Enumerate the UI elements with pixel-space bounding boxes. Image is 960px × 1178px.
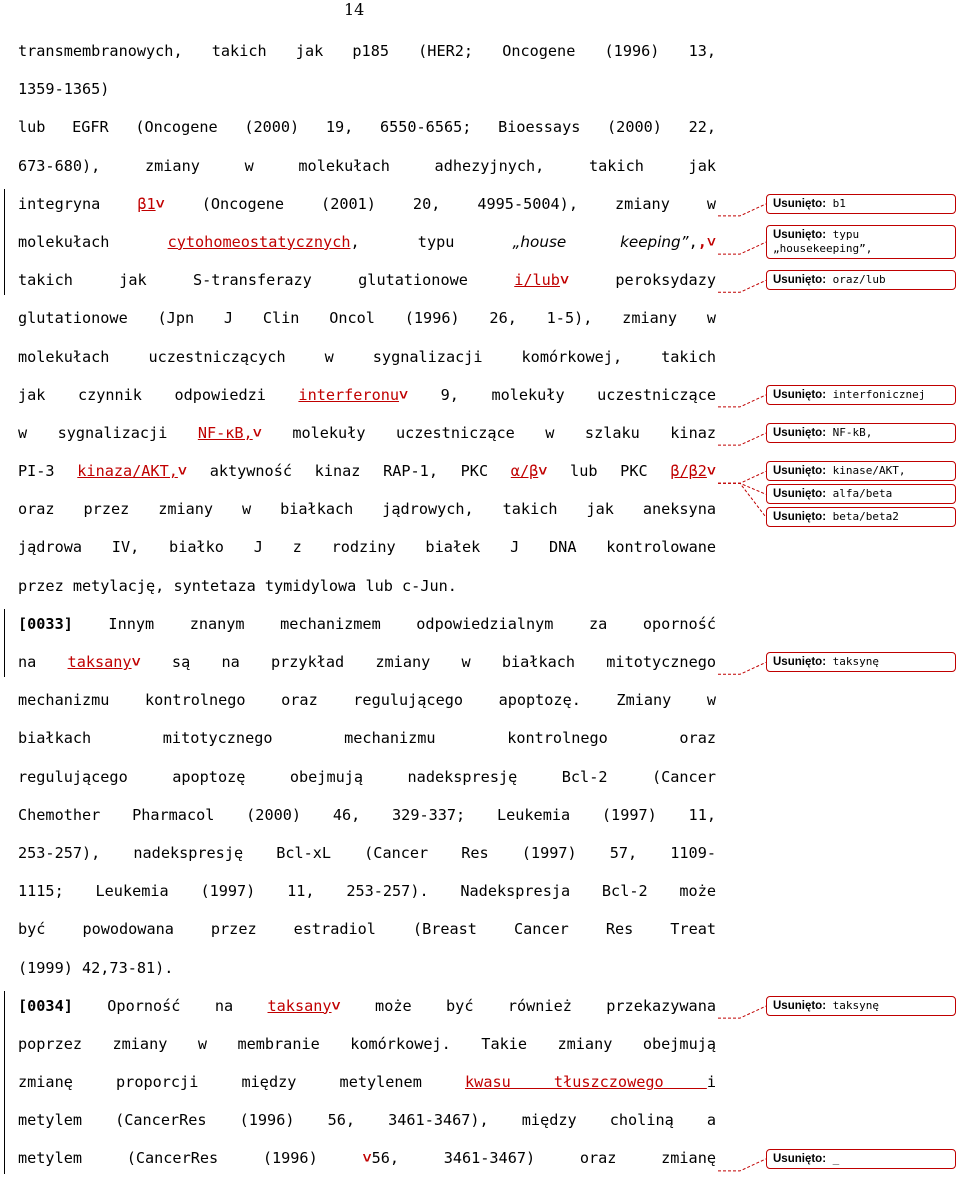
text-run: 253-257), nadekspresję Bcl-xL (Cancer Res (1997) 57, 1109- xyxy=(18,843,716,862)
text-run: glutationowe (Jpn J Clin Oncol (1996) 26, 1-5), zmiany w xyxy=(18,309,716,328)
text-run: przez metylację, syntetaza tymidylowa lub c-Jun. xyxy=(18,576,457,595)
text-run: są na przykład zmiany w białkach mitotycznego xyxy=(140,653,717,671)
comment-balloon[interactable] xyxy=(766,1149,956,1169)
text-run: , typu xyxy=(350,232,513,251)
comment-balloon[interactable] xyxy=(766,484,956,504)
comment-balloon[interactable] xyxy=(766,652,956,672)
comment-balloon[interactable] xyxy=(766,225,956,259)
deletion-marker: ˅ xyxy=(559,271,570,290)
deletion-marker: ˅ xyxy=(362,1149,372,1168)
text-run: Oporność na xyxy=(72,996,268,1015)
comment-connector xyxy=(718,1006,766,1018)
comment-connector xyxy=(718,662,766,674)
deleted-text: oraz/lub xyxy=(826,273,886,287)
text-run: lub PKC xyxy=(547,462,671,481)
comment-connector xyxy=(718,483,766,517)
comment-connector xyxy=(718,280,766,292)
comment-connector xyxy=(718,433,766,445)
change-bar xyxy=(4,189,5,296)
deletion-marker: ˅ xyxy=(538,462,548,481)
inserted-text: kwasu tłuszczowego xyxy=(465,1073,707,1092)
inserted-text: NF-κB, xyxy=(197,423,253,442)
deleted-text: alfa/beta xyxy=(826,487,893,501)
change-bar xyxy=(4,991,5,1174)
text-run: zmianę proporcji między metylenem xyxy=(18,1073,466,1092)
comment-connector xyxy=(718,471,766,483)
text-run: molekułach uczestniczących w sygnalizacji komórkowej, takich xyxy=(18,347,716,366)
text-run: , xyxy=(688,232,698,251)
text-run: w sygnalizacji xyxy=(18,423,198,442)
deletion-marker: ˅ xyxy=(177,462,187,481)
text-run: 1359-1365) xyxy=(18,80,110,99)
text-run: metylem (CancerRes (1996) xyxy=(18,1149,363,1168)
text-run: 1115; Leukemia (1997) 11, 253-257). Nadekspresja Bcl-2 może xyxy=(18,882,716,901)
deleted-text: interfonicznej xyxy=(826,387,926,401)
comment-connector xyxy=(718,204,766,216)
italic-text: „house keeping” xyxy=(512,232,689,251)
deletion-marker: ˅ xyxy=(706,462,717,481)
text-run: PI-3 xyxy=(18,462,78,481)
comment-connector xyxy=(718,242,766,254)
deletion-marker: ˅ xyxy=(331,996,341,1015)
paragraph-number: [0034] xyxy=(18,996,73,1015)
deletion-marker: ˅ xyxy=(131,653,141,671)
text-run: jak czynnik odpowiedzi xyxy=(18,385,299,404)
text-run: 673-680), zmiany w molekułach adhezyjnych, takich jak xyxy=(18,156,716,175)
comment-balloon[interactable] xyxy=(766,385,956,405)
inserted-text: β/β2 xyxy=(670,462,707,481)
paragraph-number: [0033] xyxy=(18,614,73,633)
text-run: Chemother Pharmacol (2000) 46, 329-337; Leukemia (1997) 11, xyxy=(18,805,716,824)
text-run: molekuły uczestniczące w szlaku kinaz xyxy=(261,423,716,442)
deleted-text: beta/beta2 xyxy=(826,510,899,524)
deletion-marker: ,˅ xyxy=(697,232,716,251)
comment-label: Usunięto: xyxy=(773,427,827,440)
text-run: poprzez zmiany w membranie komórkowej. Takie zmiany obejmują xyxy=(18,1034,716,1053)
text-run: jądrowa IV, białko J z rodziny białek J DNA kontrolowane xyxy=(18,538,716,557)
text-run: oraz przez zmiany w białkach jądrowych, takich jak aneksyna xyxy=(18,500,716,519)
deleted-text: NF-kB, xyxy=(826,426,873,440)
text-run: 9, molekuły uczestniczące xyxy=(408,385,716,404)
text-run: mechanizmu kontrolnego oraz regulującego apoptozę. Zmiany w xyxy=(18,691,716,710)
comment-label: Usunięto: xyxy=(773,1152,827,1165)
text-run: aktywność kinaz RAP-1, PKC xyxy=(187,462,511,481)
inserted-text: taksany xyxy=(67,653,132,671)
deletion-marker: ˅ xyxy=(399,385,409,404)
text-run: i xyxy=(706,1073,716,1092)
text-run: może być również przekazywana xyxy=(340,996,716,1015)
comment-label: Usunięto: xyxy=(773,511,827,524)
comment-label: Usunięto: xyxy=(773,1000,827,1013)
deleted-text: taksynę xyxy=(826,655,880,669)
text-run: regulującego apoptozę obejmują nadekspresję Bcl-2 (Cancer xyxy=(18,767,716,786)
text-run: metylem (CancerRes (1996) 56, 3461-3467), między choliną a xyxy=(18,1111,716,1130)
deleted-text: typu „housekeeping”, xyxy=(773,228,873,256)
text-run: Innym znanym mechanizmem odpowiedzialnym za oporność xyxy=(72,614,716,633)
inserted-text: kinaza/AKT, xyxy=(77,462,178,481)
comment-label: Usunięto: xyxy=(773,656,827,669)
comment-connector xyxy=(718,1159,766,1171)
text-run: na xyxy=(18,653,68,671)
comment-balloon[interactable] xyxy=(766,270,956,290)
comment-label: Usunięto: xyxy=(773,197,827,210)
text-run: białkach mitotycznego mechanizmu kontrolnego oraz xyxy=(18,729,716,748)
comment-balloon[interactable] xyxy=(766,461,956,481)
comment-label: Usunięto: xyxy=(773,488,827,501)
deleted-text: b1 xyxy=(826,196,846,210)
deleted-text: taksynę xyxy=(826,999,880,1013)
text-run: integryna xyxy=(18,194,138,213)
inserted-text: interferonu xyxy=(298,385,400,404)
text-run: (Oncogene (2001) 20, 4995-5004), zmiany w xyxy=(164,194,716,213)
comment-label: Usunięto: xyxy=(773,229,827,242)
comment-label: Usunięto: xyxy=(773,274,827,287)
inserted-text: β1 xyxy=(137,194,156,213)
page-number: 14 xyxy=(344,0,365,19)
text-run: (1999) 42,73-81). xyxy=(18,958,174,977)
text-run: molekułach xyxy=(18,232,168,251)
deletion-marker: ˅ xyxy=(155,194,165,213)
deletion-marker: ˅ xyxy=(252,423,262,442)
comment-balloon[interactable] xyxy=(766,507,956,527)
text-run: transmembranowych, takich jak p185 (HER2; Oncogene (1996) 13, xyxy=(18,42,716,60)
comment-balloon[interactable] xyxy=(766,996,956,1016)
inserted-text: taksany xyxy=(267,996,332,1015)
change-bar xyxy=(4,609,5,677)
text-run: peroksydazy xyxy=(569,271,716,290)
comment-label: Usunięto: xyxy=(773,388,827,401)
comment-connector xyxy=(718,483,766,494)
deleted-text: kinase/AKT, xyxy=(826,464,906,478)
inserted-text: i/lub xyxy=(514,271,560,290)
comment-balloon[interactable] xyxy=(766,194,956,214)
comment-label: Usunięto: xyxy=(773,465,827,478)
text-run: lub EGFR (Oncogene (2000) 19, 6550-6565; Bioessays (2000) 22, xyxy=(18,118,716,137)
text-run: być powodowana przez estradiol (Breast Cancer Res Treat xyxy=(18,920,716,939)
comment-connector xyxy=(718,395,766,407)
inserted-text: cytohomeostatycznych xyxy=(167,232,351,251)
comment-balloon[interactable] xyxy=(766,423,956,443)
inserted-text: α/β xyxy=(510,462,539,481)
text-run: 56, 3461-3467) oraz zmianę xyxy=(371,1149,716,1168)
text-run: takich jak S-transferazy glutationowe xyxy=(18,271,515,290)
deleted-text: _ xyxy=(826,1151,840,1165)
